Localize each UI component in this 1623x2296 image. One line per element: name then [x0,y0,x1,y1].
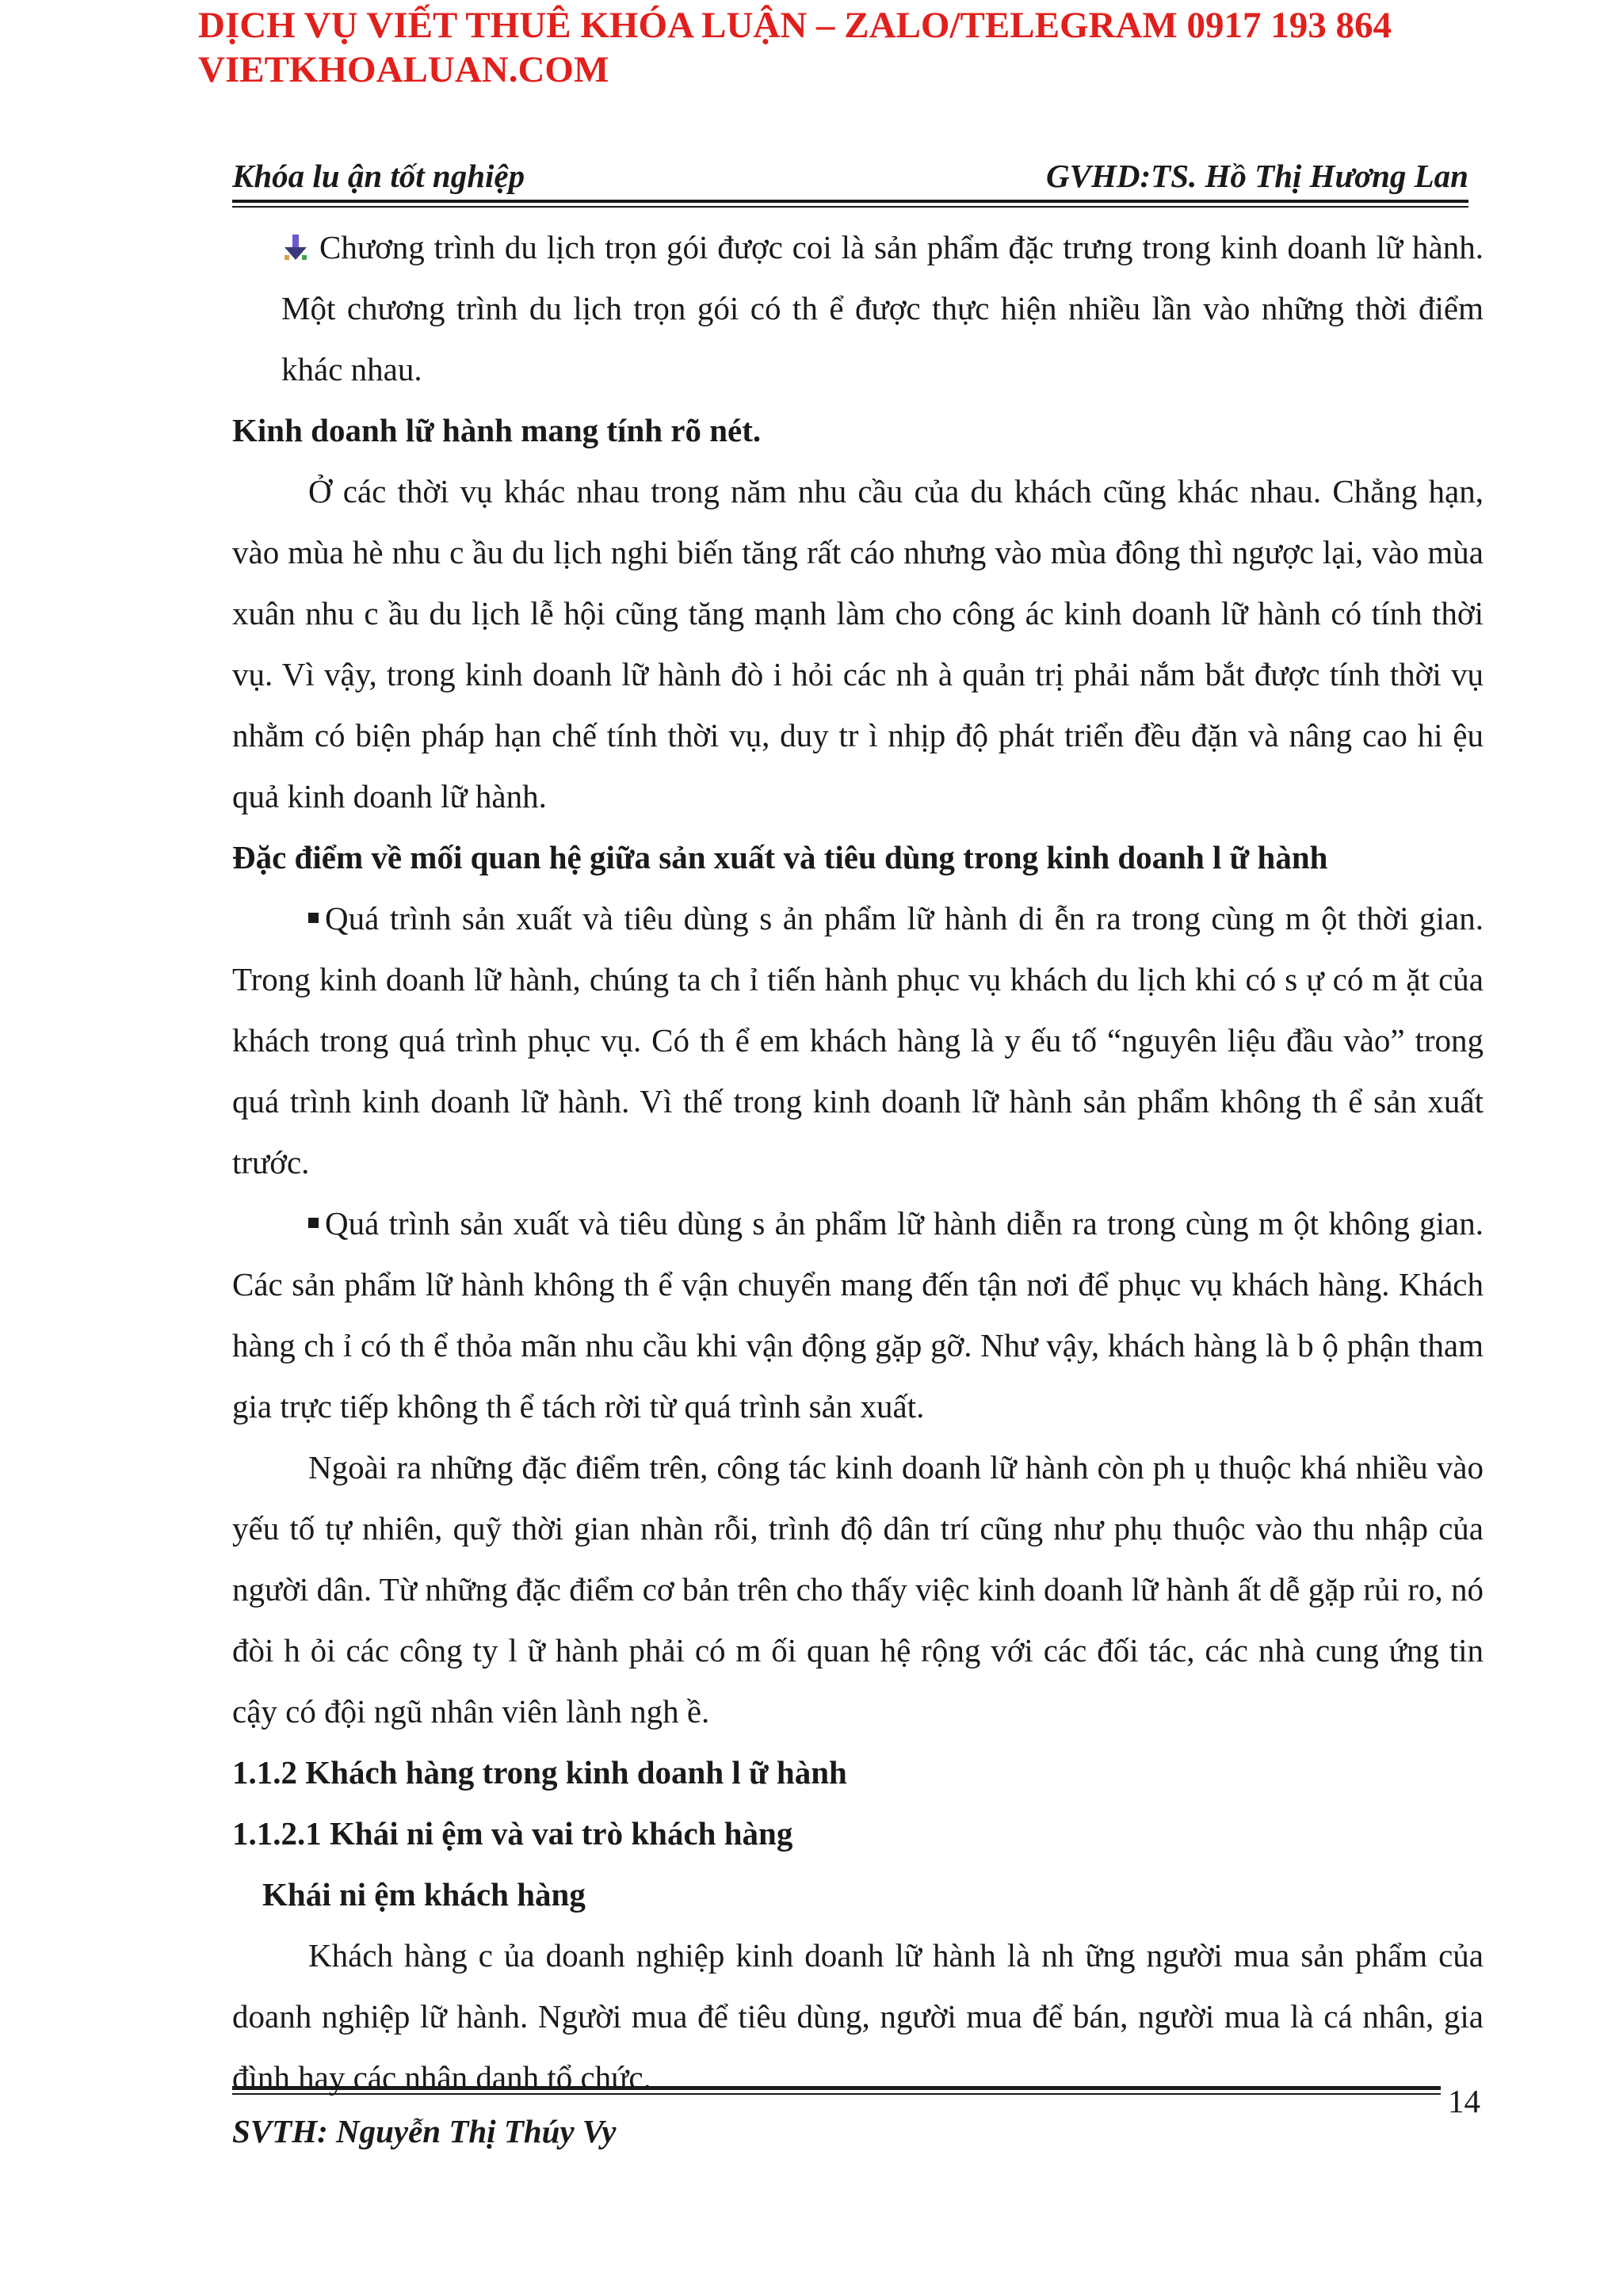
section-heading-1-1-2-1: 1.1.2.1 Khái ni ệm và vai trò khách hàng [232,1815,793,1852]
heading-production-consumption: Đặc điểm về mối quan hệ giữa sản xuất và tiêu dùng trong kinh doanh l ữ hành [232,839,1328,875]
arrow-down-icon [281,220,310,249]
section-heading-1-1-2: 1.1.2 Khách hàng trong kinh doanh l ữ hành [232,1754,847,1791]
intro-paragraph [232,217,1484,400]
intro-text: Chương trình du lịch trọn gói được coi là sản phẩm đặc trưng trong kinh doanh lữ hành. Một chương trình du lịch trọn gói có th ể được thực hiện nhiều lần vào những thời điểm khác nhau. [281,229,1484,387]
banner-line-1: DỊCH VỤ VIẾT THUÊ KHÓA LUẬN – ZALO/TELEGRAM 0917 193 864 [198,5,1392,46]
page-content [232,217,1484,2108]
page-number: 14 [1448,2083,1480,2119]
page-footer-author: SVTH: Nguyễn Thị Thúy Vy [232,2113,617,2149]
bullet-text-space: Quá trình sản xuất và tiêu dùng s ản phẩm lữ hành diễn ra trong cùng m ột không gian. Các sản phẩm lữ hành không th ể vận chuyển mang đến tận nơi để phục vụ khách hàng. Khách hàng ch ỉ có th ể thỏa mãn nhu cầu khi vận động gặp gỡ. Như vậy, khách hàng là b ộ phận tham gia trực tiếp không th ể tách rời từ quá trình sản xuất. [232,1205,1484,1425]
bullet-item-time [232,888,1484,1193]
bullet-item-space [232,1193,1484,1437]
service-banner [198,3,1392,92]
heading-seasonality: Kinh doanh lữ hành mang tính rõ nét. [232,412,762,448]
square-bullet-icon [308,913,319,923]
footer-rule [232,2086,1441,2095]
square-bullet-icon [308,1218,319,1228]
subheading-customer-concept: Khái ni ệm khách hàng [262,1876,586,1913]
seasonality-paragraph: Ở các thời vụ khác nhau trong năm nhu cầu của du khách cũng khác nhau. Chẳng hạn, vào mùa hè nhu c ầu du lịch nghi biến tăng rất cáo nhưng vào mùa đông thì ngược lại, vào mùa xuân nhu c ầu du lịch lễ hội cũng tăng mạnh làm cho công ác kinh doanh lữ hành có tính thời vụ. Vì vậy, trong kinh doanh lữ hành đò i hỏi các nh à quản trị phải nắm bắt được tính thời vụ nhằm có biện pháp hạn chế tính thời vụ, duy tr ì nhịp độ phát triển đều đặn và nâng cao hi ệu quả kinh doanh lữ hành. [232,473,1484,814]
header-thesis-label: Khóa lu ận tốt nghiệp [232,158,525,194]
bullet-text-time: Quá trình sản xuất và tiêu dùng s ản phẩm lữ hành di ễn ra trong cùng m ột thời gian. Trong kinh doanh lữ hành, chúng ta ch ỉ tiến hành phục vụ khách du lịch khi có s ự có m ặt của khách trong quá trình phục vụ. Có th ể em khách hàng là y ếu tố “nguyên liệu đầu vào” trong quá trình kinh doanh lữ hành. Vì thế trong kinh doanh lữ hành sản phẩm không th ể sản xuất trước. [232,900,1484,1180]
header-rule [232,200,1468,208]
dependency-paragraph: Ngoài ra những đặc điểm trên, công tác kinh doanh lữ hành còn ph ụ thuộc khá nhiều vào yếu tố tự nhiên, quỹ thời gian nhàn rỗi, trình độ dân trí cũng như phụ thuộc vào thu nhập của người dân. Từ những đặc điểm cơ bản trên cho thấy việc kinh doanh lữ hành ất dễ gặp rủi ro, nó đòi h ỏi các công ty l ữ hành phải có m ối quan hệ rộng với các đối tác, các nhà cung ứng tin cậy có đội ngũ nhân viên lành ngh ề. [232,1449,1484,1730]
customer-definition-paragraph: Khách hàng c ủa doanh nghiệp kinh doanh lữ hành là nh ững người mua sản phẩm của doanh nghiệp lữ hành. Người mua để tiêu dùng, người mua để bán, người mua là cá nhân, gia đình hay các nhân danh tổ chức. [232,1937,1484,2096]
page-header [232,152,1468,200]
header-advisor: GVHD:TS. Hồ Thị Hương Lan [1046,158,1468,194]
banner-line-2: VIETKHOALUAN.COM [198,49,609,90]
